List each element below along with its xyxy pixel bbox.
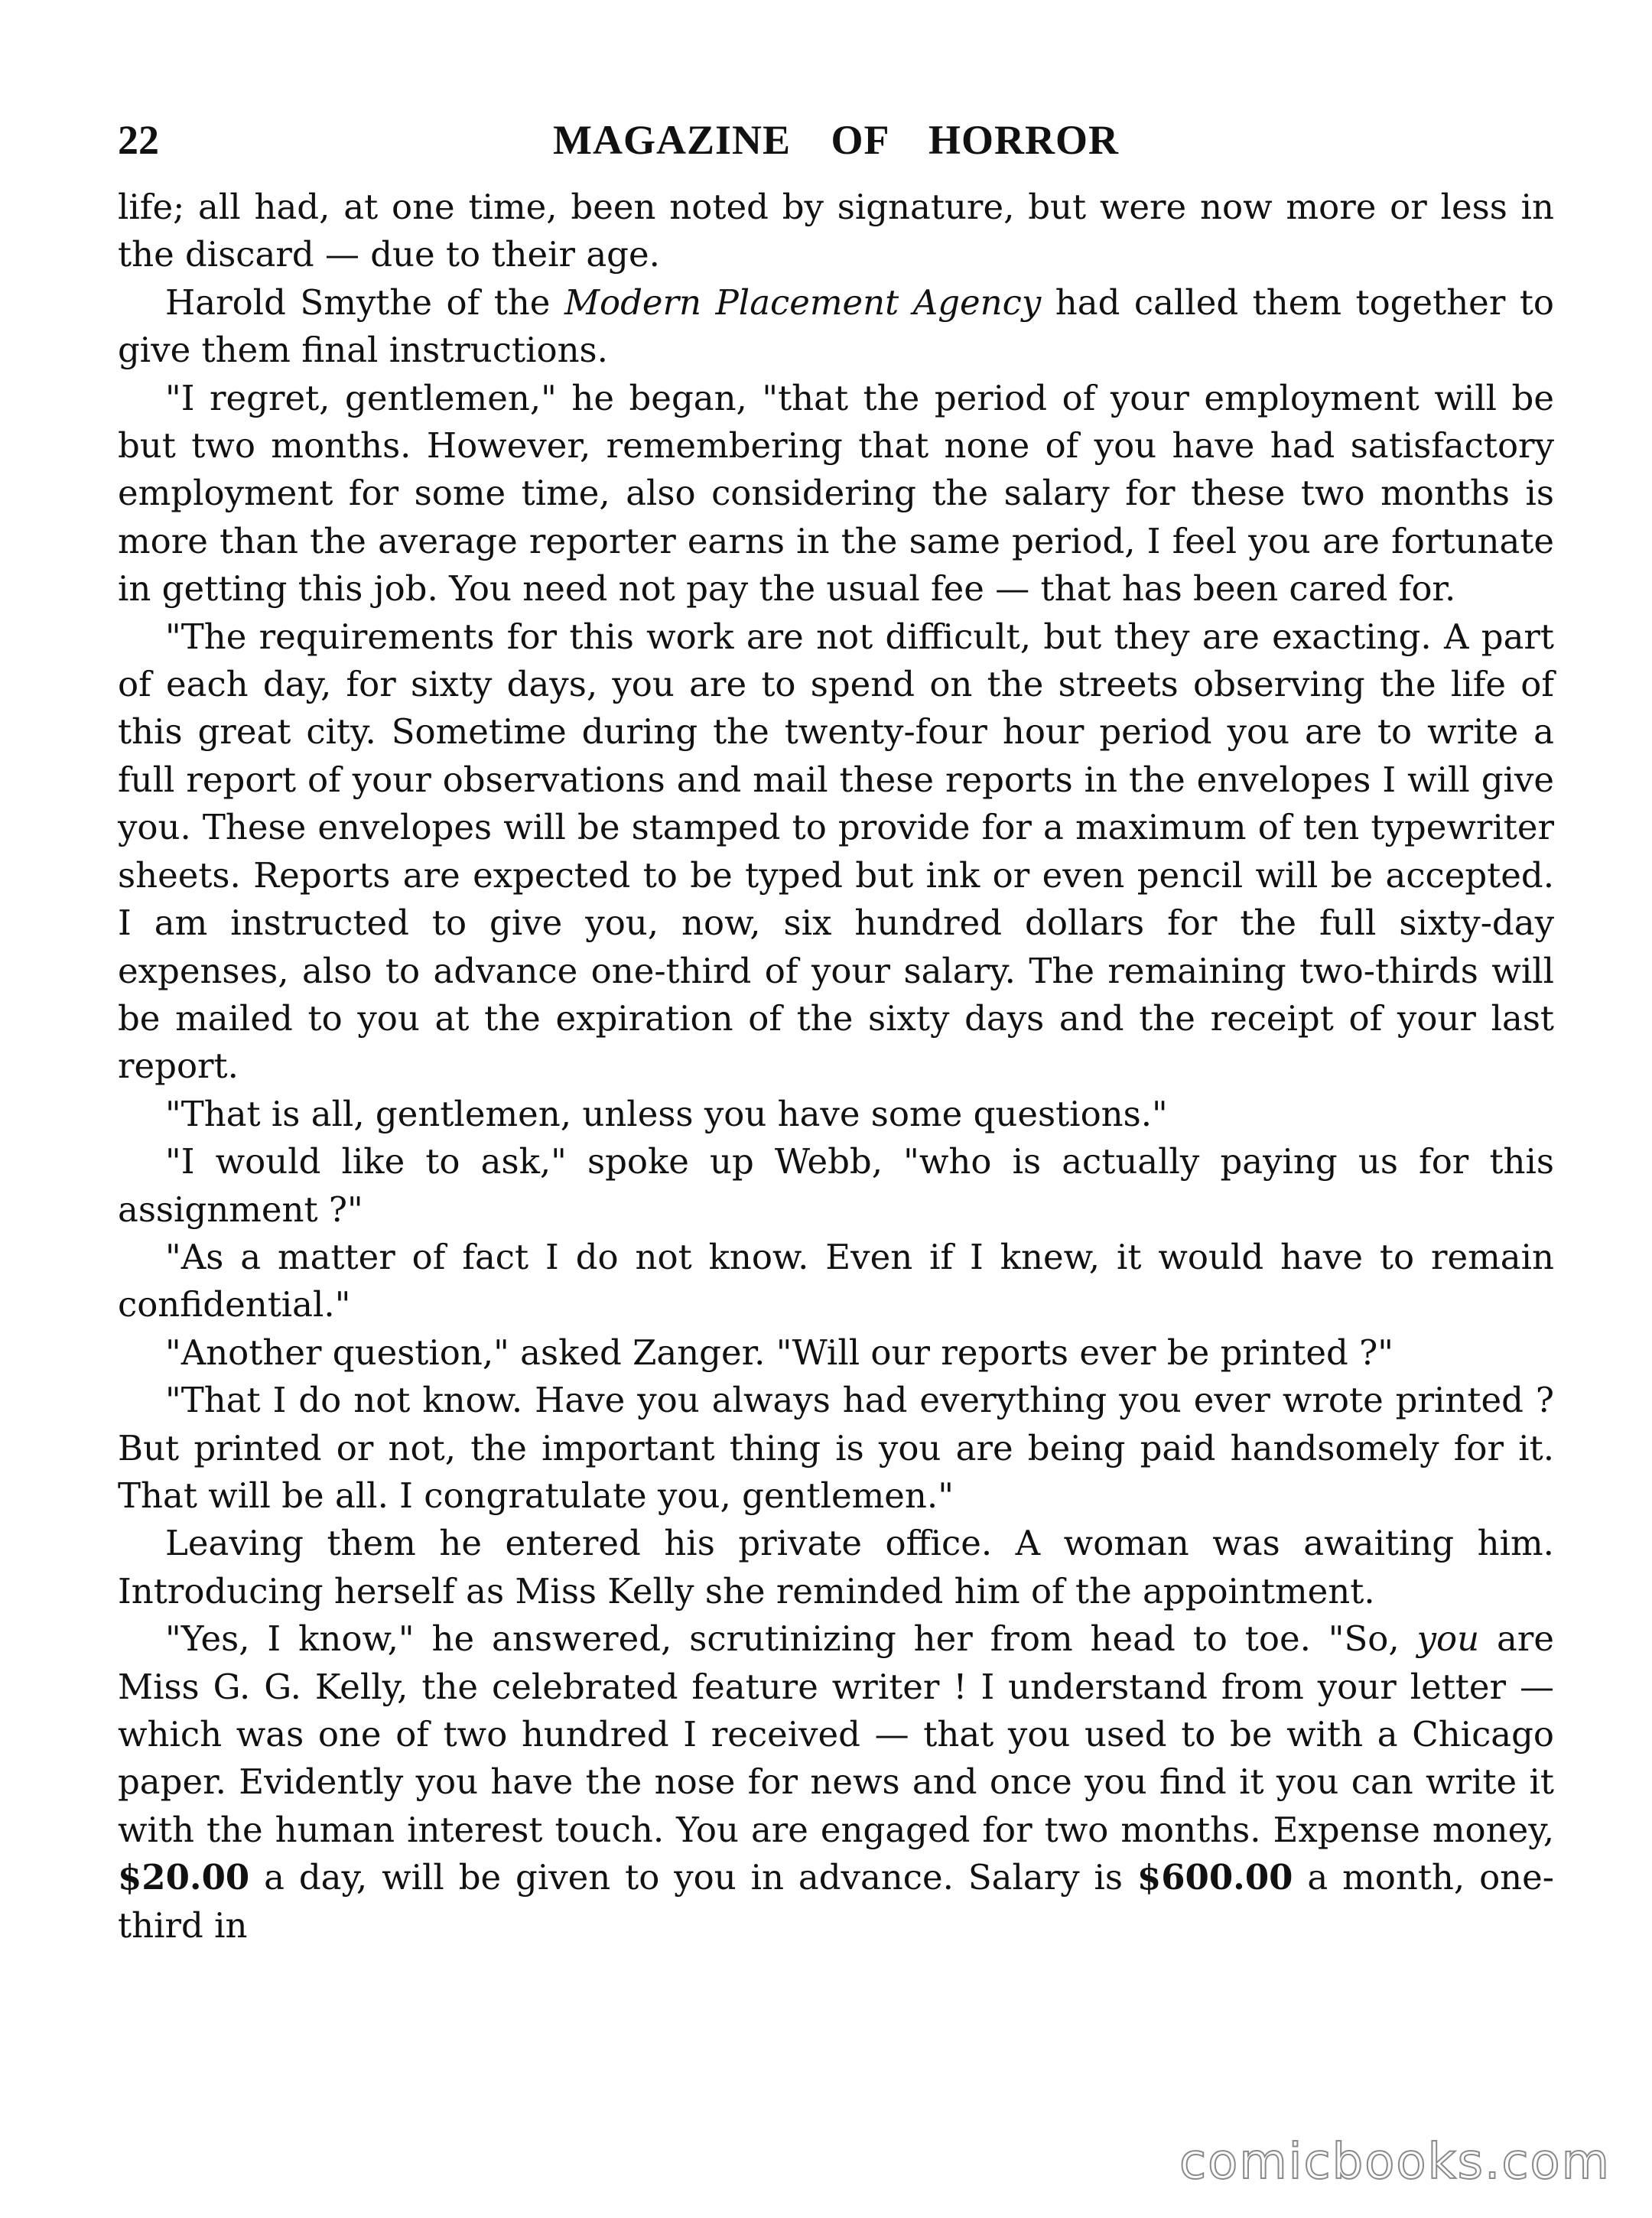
text-run: had called them together to give them final instructions. — [118, 281, 1555, 371]
text-run: a month, one-third in — [118, 1857, 1554, 1946]
page-number: 22 — [118, 117, 159, 163]
paragraph: "The requirements for this work are not difficult, but they are exacting. A part of each day, for sixty days, you are to spend on the streets observing the life of this great city. Sometime during the twenty-four hour period you are to write a full report of your observations and mail these reports in the envelopes I will give you. These envelopes will be stamped to provide for a maximum of ten typewriter sheets. Reports are expected to be typed but ink or even pencil will be accepted. I am instructed to give you, now, six hundred dollars for the full sixty-day expenses, also to advance one-third of your salary. The remaining two-thirds will be mailed to you at the expiration of the sixty days and the receipt of your last report. — [118, 616, 1554, 1087]
page-header — [118, 113, 1554, 174]
paragraph: "Another question," asked Zanger. "Will our reports ever be printed ?" — [165, 1332, 1393, 1373]
paragraph — [118, 1615, 1554, 1950]
paragraph: "I regret, gentlemen," he began, "that the period of your employment will be but two months. However, remembering that none of you have had satisfactory employment for some time, also considering the salary for these two months is more than the average reporter earns in the same period, I feel you are fortunate in getting this job. You need not pay the usual fee — that has been cared for. — [118, 377, 1554, 610]
paragraph: "As a matter of fact I do not know. Even if I knew, it would have to remain confidential." — [118, 1236, 1554, 1325]
italic-run: you — [1416, 1618, 1480, 1660]
watermark: comicbooks.com — [1179, 2134, 1611, 2190]
running-head: MAGAZINE OF HORROR — [553, 117, 1119, 163]
text-run: a day, will be given to you in advance. Salary is — [249, 1857, 1137, 1898]
text-run: Harold Smythe of the — [165, 281, 564, 323]
italic-run: Modern Placement Agency — [564, 281, 1042, 323]
paragraph: "I would like to ask," spoke up Webb, "who is actually paying us for this assignment ?" — [118, 1141, 1554, 1230]
bold-run: $20.00 — [118, 1857, 250, 1898]
text-run: are Miss G. G. Kelly, the celebrated feature writer ! I understand from your letter — which was one of two hundred I received — that you used to be with a Chicago paper. Evidently you have the nose for news and once you find it you can write it with the human interest touch. You are engaged for two months. Expense money, — [118, 1618, 1554, 1850]
story-text — [118, 184, 1554, 1950]
paragraph: "That I do not know. Have you always had everything you ever wrote printed ? But printed or not, the important thing is you are being paid handsomely for it. That will be all. I congratulate you, gentlemen." — [118, 1380, 1554, 1516]
text-run: "Yes, I know," he answered, scrutinizing her from head to toe. "So, — [165, 1618, 1417, 1660]
paragraph: life; all had, at one time, been noted by signature, but were now more or less in the discard — due to their age. — [118, 187, 1554, 275]
paragraph: Leaving them he entered his private office. A woman was awaiting him. Introducing herself as Miss Kelly she reminded him of the appointment. — [118, 1523, 1554, 1611]
page — [118, 113, 1554, 2132]
paragraph: "That is all, gentlemen, unless you have some questions." — [165, 1093, 1168, 1134]
bold-run: $600.00 — [1137, 1857, 1293, 1898]
paragraph — [118, 279, 1554, 375]
